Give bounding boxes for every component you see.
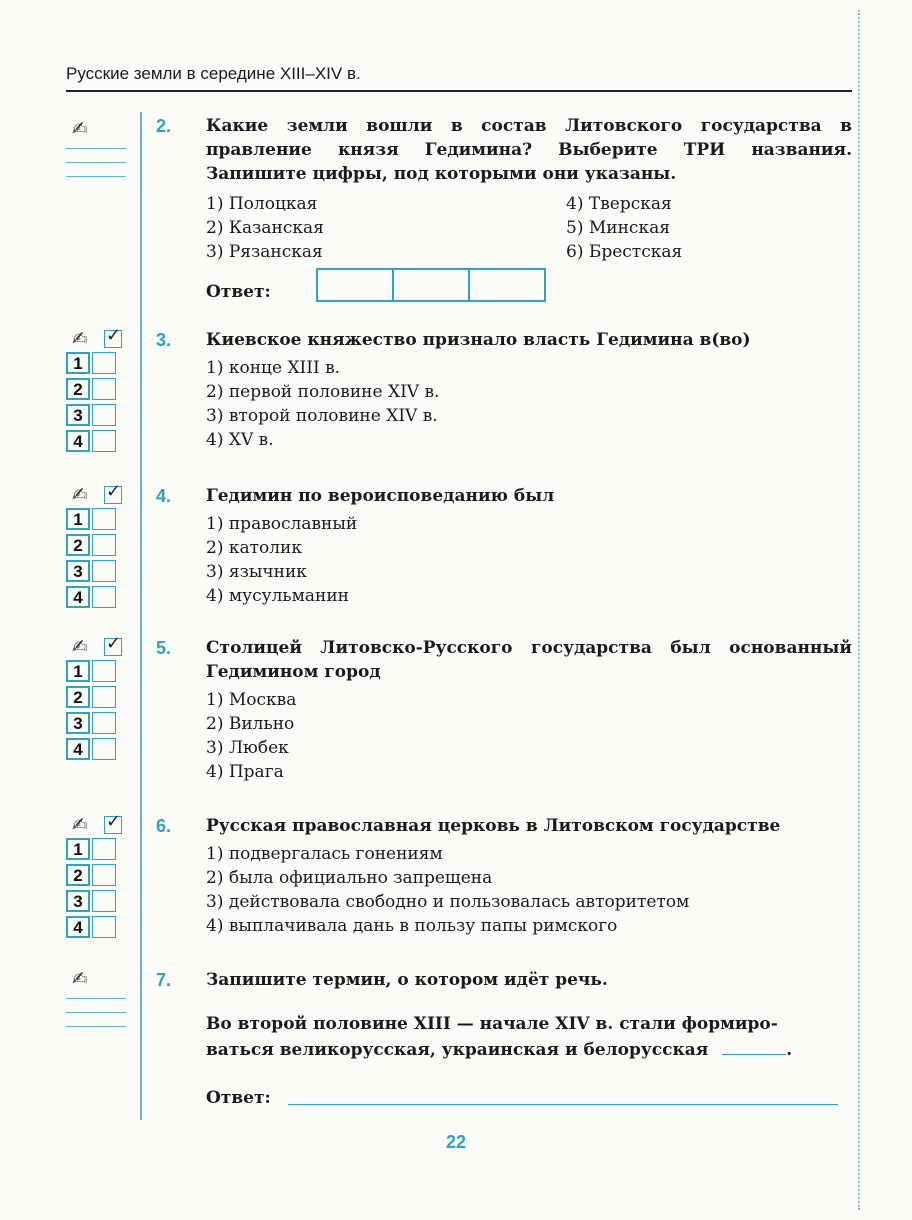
answer-choice-3[interactable] xyxy=(66,404,116,426)
option[interactable]: 1) Полоцкая xyxy=(206,194,318,214)
choice-box[interactable] xyxy=(92,430,116,452)
question-text: Киевское княжество признало власть Гедимина в(во) xyxy=(206,330,751,350)
choice-number: 3 xyxy=(66,890,90,912)
checkmark-icon: ✓ xyxy=(106,811,122,832)
option[interactable]: 2) первой половине XIV в. xyxy=(206,382,440,402)
choice-number: 1 xyxy=(66,352,90,374)
options xyxy=(206,842,689,938)
body-line-with-blank xyxy=(206,1038,852,1062)
answer-choice-2[interactable] xyxy=(66,378,116,400)
choice-box[interactable] xyxy=(92,838,116,860)
pencil-icon: ✍ xyxy=(72,814,88,836)
question-number: 5. xyxy=(156,638,172,658)
choice-box[interactable] xyxy=(92,508,116,530)
body-line: Во второй половине XIII — начале XIV в. стали формиро- xyxy=(206,1014,778,1034)
pencil-icon: ✍ xyxy=(72,484,88,506)
option[interactable]: 4) мусульманин xyxy=(206,586,350,606)
margin-answer-line xyxy=(66,162,126,163)
option[interactable]: 6) Брестская xyxy=(566,242,683,262)
choice-number: 4 xyxy=(66,430,90,452)
option[interactable]: 4) Прага xyxy=(206,762,284,782)
choice-box[interactable] xyxy=(92,916,116,938)
choice-number: 2 xyxy=(66,864,90,886)
answer-label: Ответ: xyxy=(206,282,271,302)
option[interactable]: 3) Любек xyxy=(206,738,289,758)
answer-choice-4[interactable] xyxy=(66,586,116,608)
answer-choice-3[interactable] xyxy=(66,712,116,734)
answer-choice-1[interactable] xyxy=(66,838,116,860)
question-text: Столицей Литовско-Русского государства был основанный Гедимином город xyxy=(206,638,852,682)
choice-number: 4 xyxy=(66,586,90,608)
question-text: Русская православная церковь в Литовском государстве xyxy=(206,816,781,836)
choice-box[interactable] xyxy=(92,352,116,374)
question-number: 4. xyxy=(156,486,172,506)
option[interactable]: 5) Минская xyxy=(566,218,670,238)
choice-number: 3 xyxy=(66,404,90,426)
option[interactable]: 1) конце XIII в. xyxy=(206,358,341,378)
checkbox-icon xyxy=(104,481,122,504)
answer-choice-4[interactable] xyxy=(66,916,116,938)
choice-number: 3 xyxy=(66,712,90,734)
option[interactable]: 2) католик xyxy=(206,538,303,558)
answer-choice-4[interactable] xyxy=(66,738,116,760)
checkbox-icon xyxy=(104,325,122,348)
pencil-icon: ✍ xyxy=(72,968,88,990)
checkbox-icon xyxy=(104,811,122,834)
option[interactable]: 1) православный xyxy=(206,514,358,534)
question-text: Гедимин по вероисповеданию был xyxy=(206,486,555,506)
choice-box[interactable] xyxy=(92,890,116,912)
choice-number: 1 xyxy=(66,508,90,530)
option[interactable]: 3) Рязанская xyxy=(206,242,323,262)
choice-box[interactable] xyxy=(92,864,116,886)
choice-number: 2 xyxy=(66,534,90,556)
option[interactable]: 2) Казанская xyxy=(206,218,324,238)
question-number: 2. xyxy=(156,116,172,136)
choice-box[interactable] xyxy=(92,686,116,708)
question-text: Запишите термин, о котором идёт речь. xyxy=(206,970,608,990)
answer-choice-1[interactable] xyxy=(66,660,116,682)
answer-choice-2[interactable] xyxy=(66,864,116,886)
body-end: . xyxy=(786,1040,793,1060)
margin-divider-line xyxy=(140,112,142,1120)
choice-number: 2 xyxy=(66,686,90,708)
margin-answer-line xyxy=(66,998,126,999)
choice-number: 4 xyxy=(66,738,90,760)
answer-choice-4[interactable] xyxy=(66,430,116,452)
answer-boxes xyxy=(318,268,546,302)
checkmark-icon: ✓ xyxy=(106,633,122,654)
choice-box[interactable] xyxy=(92,738,116,760)
choice-box[interactable] xyxy=(92,712,116,734)
option[interactable]: 1) Москва xyxy=(206,690,297,710)
question-number: 7. xyxy=(156,970,172,990)
answer-label: Ответ: xyxy=(206,1088,271,1108)
choice-number: 4 xyxy=(66,916,90,938)
question-text: Какие земли вошли в состав Литовского государства в правление князя Гедимина? Выберите ТРИ названия. Запишите цифры, под которыми они указаны. xyxy=(206,116,852,184)
pencil-icon: ✍ xyxy=(72,118,88,140)
question-number: 6. xyxy=(156,816,172,836)
option[interactable]: 3) действовала свободно и пользовалась авторитетом xyxy=(206,892,690,912)
checkmark-icon: ✓ xyxy=(106,325,122,346)
margin-answer-line xyxy=(66,1026,126,1027)
pencil-icon: ✍ xyxy=(72,636,88,658)
question-body xyxy=(206,1012,852,1062)
answer-line[interactable] xyxy=(288,1104,838,1105)
margin-answer-line xyxy=(66,148,126,149)
checkbox-icon xyxy=(104,633,122,656)
option[interactable]: 2) Вильно xyxy=(206,714,295,734)
choice-box[interactable] xyxy=(92,378,116,400)
choice-box[interactable] xyxy=(92,660,116,682)
answer-choice-1[interactable] xyxy=(66,508,116,530)
margin-answer-line xyxy=(66,1012,126,1013)
options xyxy=(206,512,357,608)
question-number: 3. xyxy=(156,330,172,350)
options xyxy=(206,688,296,784)
option[interactable]: 3) язычник xyxy=(206,562,307,582)
answer-choice-3[interactable] xyxy=(66,560,116,582)
option[interactable]: 1) подвергалась гонениям xyxy=(206,844,443,864)
margin-answer-line xyxy=(66,176,126,177)
answer-box[interactable] xyxy=(468,268,546,302)
option[interactable]: 3) второй половине XIV в. xyxy=(206,406,438,426)
body-line: ваться великорусская, украинская и белорусская xyxy=(206,1040,709,1060)
fill-in-blank[interactable] xyxy=(722,1054,786,1055)
pencil-icon: ✍ xyxy=(72,328,88,350)
options-right xyxy=(566,192,682,264)
answer-choice-2[interactable] xyxy=(66,686,116,708)
checkmark-icon: ✓ xyxy=(106,481,122,502)
options xyxy=(206,356,439,452)
answer-choice-2[interactable] xyxy=(66,534,116,556)
choice-box[interactable] xyxy=(92,586,116,608)
answer-choice-1[interactable] xyxy=(66,352,116,374)
choice-number: 1 xyxy=(66,838,90,860)
option[interactable]: 2) была официально запрещена xyxy=(206,868,493,888)
choice-number: 3 xyxy=(66,560,90,582)
option[interactable]: 4) XV в. xyxy=(206,430,274,450)
choice-box[interactable] xyxy=(92,534,116,556)
page-edge-dots xyxy=(858,10,860,1210)
option[interactable]: 4) выплачивала дань в пользу папы римского xyxy=(206,916,618,936)
options-left xyxy=(206,192,324,264)
page-number: 22 xyxy=(445,1132,467,1152)
option[interactable]: 4) Тверская xyxy=(566,194,672,214)
choice-box[interactable] xyxy=(92,560,116,582)
answer-box[interactable] xyxy=(316,268,394,302)
choice-number: 2 xyxy=(66,378,90,400)
choice-box[interactable] xyxy=(92,404,116,426)
answer-box[interactable] xyxy=(392,268,470,302)
page-header: Русские земли в середине XIII–XIV в. xyxy=(66,64,852,92)
choice-number: 1 xyxy=(66,660,90,682)
answer-choice-3[interactable] xyxy=(66,890,116,912)
